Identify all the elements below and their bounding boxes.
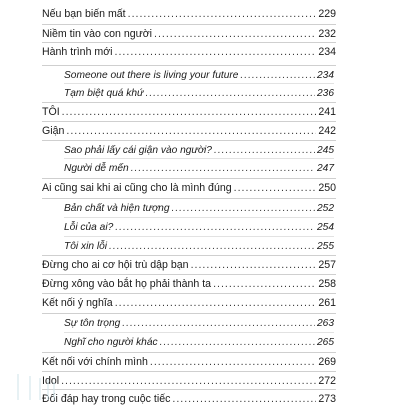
toc-entry-row <box>64 221 334 234</box>
dot-leader <box>154 28 316 41</box>
toc-entry[interactable] <box>42 278 336 291</box>
toc-entry-title: Kết nối ý nghĩa <box>42 297 113 309</box>
toc-entry-page-number: 258 <box>318 278 336 290</box>
toc-subentry[interactable] <box>64 202 334 215</box>
divider <box>42 293 336 294</box>
toc-entry-title: Đừng xông vào bắt họ phải thành ta <box>42 278 212 290</box>
toc-entry[interactable] <box>42 8 336 21</box>
toc-entry-title: Đừng cho ai cơ hội trù dập bạn <box>42 259 189 271</box>
toc-subentry[interactable] <box>64 221 334 234</box>
toc-entry-row <box>64 69 334 82</box>
toc-entry-title: TÔI <box>42 106 60 118</box>
toc-entry-title: Kết nối với chính mình <box>42 356 148 368</box>
toc-entry-page-number: 265 <box>317 337 334 348</box>
dot-leader <box>191 259 317 272</box>
toc-entry-row <box>42 182 336 195</box>
toc-entry-title: Sự tôn trọng <box>64 318 121 329</box>
toc-entry[interactable] <box>42 356 336 369</box>
toc-entry-title: Someone out there is living your future <box>64 70 239 81</box>
dot-leader <box>62 106 317 119</box>
toc-entry-page-number: 272 <box>318 375 336 387</box>
toc-entry-row <box>42 8 336 21</box>
divider <box>42 198 336 199</box>
dot-leader <box>150 356 316 369</box>
toc-entry[interactable] <box>42 259 336 272</box>
toc-entry-title: Sao phải lấy cái giận vào người? <box>64 145 212 156</box>
toc-entry-title: Nếu bạn biến mất <box>42 8 126 20</box>
toc-entry-page-number: 247 <box>317 163 334 174</box>
toc-entry-page-number: 263 <box>317 318 334 329</box>
toc-entry-page-number: 254 <box>317 222 334 233</box>
toc-entry-title: Bản chất và hiện tượng <box>64 203 170 214</box>
toc-entry-row <box>42 356 336 369</box>
toc-entry[interactable] <box>42 28 336 41</box>
toc-entry-title: Tôi xin lỗi <box>64 241 108 252</box>
toc-entry[interactable] <box>42 297 336 310</box>
divider <box>42 255 336 256</box>
toc-entry-title: Tạm biệt quá khứ <box>64 88 144 99</box>
toc-entry-page-number: 250 <box>318 182 336 194</box>
divider <box>64 236 334 237</box>
toc-entry-row <box>42 375 336 388</box>
dot-leader <box>234 182 317 195</box>
toc-subentry[interactable] <box>64 69 334 82</box>
toc-entry-page-number: 261 <box>318 297 336 309</box>
dot-leader <box>128 8 317 21</box>
toc-entry-page-number: 255 <box>317 241 334 252</box>
divider <box>42 274 336 275</box>
toc-entry-row <box>42 106 336 119</box>
toc-entry-row <box>64 202 334 215</box>
divider <box>42 102 336 103</box>
divider <box>42 371 336 372</box>
toc-subentry[interactable] <box>64 336 334 349</box>
dot-leader <box>61 375 316 388</box>
toc-subentry[interactable] <box>64 144 334 157</box>
toc-entry-title: Giận <box>42 125 65 137</box>
toc-entry[interactable] <box>42 182 336 195</box>
divider <box>42 121 336 122</box>
toc-entry-row <box>64 162 334 175</box>
dot-leader <box>240 69 315 82</box>
dot-leader <box>122 317 315 330</box>
toc-subentry[interactable] <box>64 162 334 175</box>
toc-entry-page-number: 252 <box>317 203 334 214</box>
toc-entry-page-number: 234 <box>317 70 334 81</box>
toc-entry-row <box>42 28 336 41</box>
toc-entry-row <box>42 259 336 272</box>
toc-entry-title: Đối đáp hay trong cuộc tiếc <box>42 393 171 405</box>
toc-entry-row <box>42 297 336 310</box>
dot-leader <box>115 221 315 234</box>
toc-entry[interactable] <box>42 106 336 119</box>
toc-entry-page-number: 232 <box>318 28 336 40</box>
dot-leader <box>131 162 315 175</box>
divider <box>64 332 334 333</box>
toc-entry-page-number: 269 <box>318 356 336 368</box>
toc-entry-title: Ai cũng sai khi ai cũng cho là mình đúng <box>42 182 232 194</box>
toc-entry-page-number: 234 <box>318 46 336 58</box>
divider <box>42 389 336 390</box>
dot-leader <box>160 336 315 349</box>
toc-entry-row <box>64 317 334 330</box>
dot-leader <box>214 144 315 157</box>
toc-entry-title: Hành trình mới <box>42 46 113 58</box>
divider <box>42 313 336 314</box>
dot-leader <box>109 240 315 253</box>
divider <box>42 140 336 141</box>
divider <box>42 42 336 43</box>
dot-leader <box>172 202 315 215</box>
divider <box>64 83 334 84</box>
toc-entry-page-number: 241 <box>318 106 336 118</box>
toc-entry[interactable] <box>42 46 336 59</box>
toc-subentry[interactable] <box>64 87 334 100</box>
toc-entry[interactable] <box>42 375 336 388</box>
toc-entry-page-number: 236 <box>317 88 334 99</box>
toc-entry-page-number: 257 <box>318 259 336 271</box>
toc-entry-title: Lỗi của ai? <box>64 222 114 233</box>
divider <box>42 178 336 179</box>
dot-leader <box>66 125 316 138</box>
divider <box>64 217 334 218</box>
dot-leader <box>115 46 317 59</box>
toc-entry-title: Nghĩ cho người khác <box>64 337 158 348</box>
toc-entry-row <box>42 278 336 291</box>
toc-entry-title: Niềm tin vào con người <box>42 28 153 40</box>
toc-entry-page-number: 273 <box>318 393 336 405</box>
toc-subentry[interactable] <box>64 240 334 253</box>
toc-entry[interactable] <box>42 125 336 138</box>
dot-leader <box>213 278 316 291</box>
toc-entry-row <box>42 46 336 59</box>
dot-leader <box>146 87 315 100</box>
toc-entry-title: Người dễ mến <box>64 163 129 174</box>
toc-entry-row <box>64 240 334 253</box>
toc-entry-row <box>64 144 334 157</box>
divider <box>64 158 334 159</box>
toc-subentry[interactable] <box>64 317 334 330</box>
toc-entry-page-number: 229 <box>318 8 336 20</box>
dot-leader <box>115 297 317 310</box>
divider <box>42 352 336 353</box>
divider <box>42 24 336 25</box>
toc-entry-page-number: 242 <box>318 125 336 137</box>
toc-entry-page-number: 245 <box>317 145 334 156</box>
toc-entry-title: Idol <box>42 375 60 387</box>
toc-entry-row <box>42 125 336 138</box>
toc-entry-row <box>64 87 334 100</box>
toc-entry-row <box>64 336 334 349</box>
divider <box>42 65 336 66</box>
